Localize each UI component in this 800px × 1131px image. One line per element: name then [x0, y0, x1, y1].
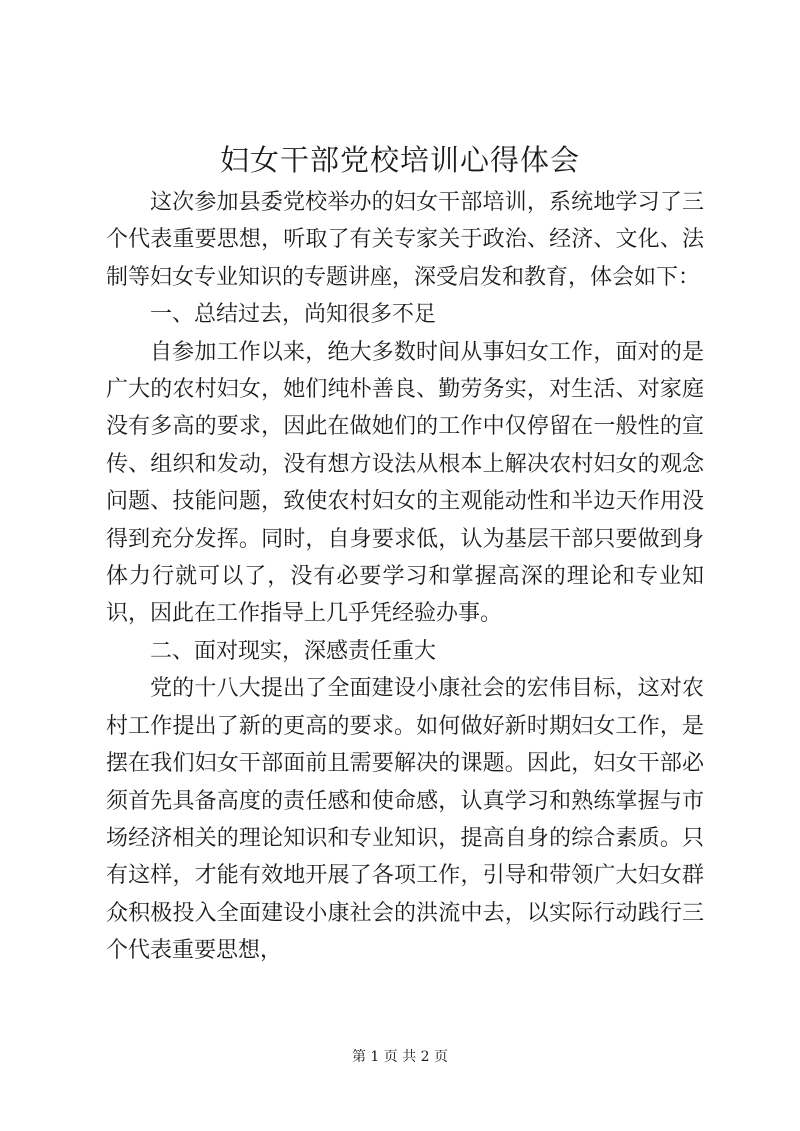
document-body: [106, 184, 704, 970]
document-title: 妇女干部党校培训心得体会: [219, 143, 580, 177]
page-number-footer: 第 1 页 共 2 页: [351, 1049, 449, 1065]
body-paragraph: 自参加工作以来，绝大多数时间从事妇女工作，面对的是广大的农村妇女，她们纯朴善良、勤劳务实，对生活、对家庭没有多高的要求，因此在做她们的工作中仅停留在一般性的宣传、组织和发动，没有想方设法从根本上解决农村妇女的观念问题、技能问题，致使农村妇女的主观能动性和半边天作用没得到充分发挥。同时，自身要求低，认为基层干部只要做到身体力行就可以了，没有必要学习和掌握高深的理论和专业知识，因此在工作指导上几乎凭经验办事。: [106, 339, 704, 627]
section-heading-1: 一、总结过去，尚知很多不足: [150, 302, 437, 328]
section-heading-2: 二、面对现实，深感责任重大: [150, 638, 437, 664]
body-paragraph: 党的十八大提出了全面建设小康社会的宏伟目标，这对农村工作提出了新的更高的要求。如何做好新时期妇女工作，是摆在我们妇女干部面前且需要解决的课题。因此，妇女干部必须首先具备高度的责任感和使命感，认真学习和熟练掌握与市场经济相关的理论知识和专业知识，提高自身的综合素质。只有这样，才能有效地开展了各项工作，引导和带领广大妇女群众积极投入全面建设小康社会的洪流中去，以实际行动践行三个代表重要思想，: [106, 676, 704, 964]
intro-paragraph: 这次参加县委党校举办的妇女干部培训，系统地学习了三个代表重要思想，听取了有关专家关于政治、经济、文化、法制等妇女专业知识的专题讲座，深受启发和教育，体会如下：: [106, 190, 704, 290]
